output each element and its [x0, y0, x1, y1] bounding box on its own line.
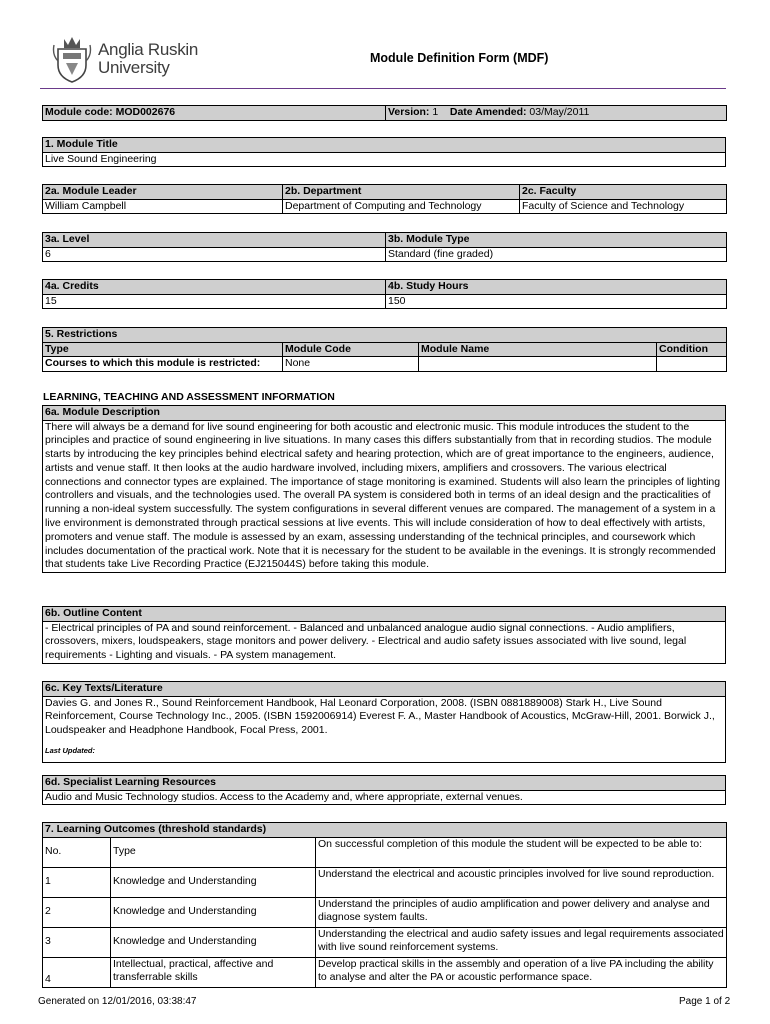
outcome-type: Intellectual, practical, affective and transferrable skills: [111, 957, 316, 987]
resources-table: [42, 775, 726, 805]
key-texts-table: [42, 681, 726, 763]
level-value: 6: [43, 247, 386, 262]
study-hours-label: 4b. Study Hours: [386, 280, 727, 295]
last-updated: Last Updated:: [45, 745, 96, 755]
outcome-no: 4: [43, 957, 111, 987]
restrictions-row-empty-2: [657, 357, 727, 372]
outcomes-col-no: No.: [43, 837, 111, 867]
restrictions-col-name: Module Name: [419, 342, 657, 357]
outcome-no: 3: [43, 927, 111, 957]
restrictions-col-type: Type: [43, 342, 283, 357]
faculty-value: Faculty of Science and Technology: [520, 199, 727, 214]
generated-timestamp: Generated on 12/01/2016, 03:38:47: [38, 996, 197, 1007]
lta-heading: LEARNING, TEACHING AND ASSESSMENT INFORMATION: [43, 391, 335, 403]
key-texts-cell: [43, 696, 726, 762]
outcome-no: 1: [43, 867, 111, 897]
form-title: Module Definition Form (MDF): [370, 51, 549, 65]
table-row: [43, 957, 727, 987]
key-texts-label: 6c. Key Texts/Literature: [43, 682, 726, 697]
restrictions-col-code: Module Code: [283, 342, 419, 357]
outline-label: 6b. Outline Content: [43, 607, 726, 622]
logo-text: [98, 41, 198, 77]
credits-label: 4a. Credits: [43, 280, 386, 295]
outcome-desc: Develop practical skills in the assembly and operation of a live PA including the ability to analyse and alter the PA or acoustic performance space.: [316, 957, 727, 987]
table-row: [43, 897, 727, 927]
credits-value: 15: [43, 294, 386, 309]
outline-text: - Electrical principles of PA and sound reinforcement. - Balanced and unbalanced analogue audio signal connections. - Audio amplifiers, crossovers, mixers, loudspeakers, stage monitors and power delivery. - Electrical and audio safety issues associated with live sound, legal requirements - Lighting and visuals. - PA system management.: [43, 621, 726, 663]
version-date: Version: 1 Date Amended: 03/May/2011: [386, 106, 727, 121]
module-type-label: 3b. Module Type: [386, 233, 727, 248]
outcome-type: Knowledge and Understanding: [111, 897, 316, 927]
faculty-label: 2c. Faculty: [520, 185, 727, 200]
resources-text: Audio and Music Technology studios. Access to the Academy and, where appropriate, external venues.: [43, 790, 726, 805]
outcome-desc: Understand the electrical and acoustic principles involved for live sound reproduction.: [316, 867, 727, 897]
description-table: [42, 405, 726, 573]
study-hours-value: 150: [386, 294, 727, 309]
restrictions-table: [42, 327, 727, 372]
module-title-value: Live Sound Engineering: [43, 152, 726, 167]
credits-table: [42, 279, 727, 309]
restrictions-col-condition: Condition: [657, 342, 727, 357]
department-value: Department of Computing and Technology: [283, 199, 520, 214]
module-code: Module code: MOD002676: [43, 106, 386, 121]
outline-table: [42, 606, 726, 664]
module-title-table: [42, 137, 726, 167]
restrictions-row-value: None: [283, 357, 419, 372]
leader-label: 2a. Module Leader: [43, 185, 283, 200]
logo-line1: Anglia Ruskin: [98, 40, 199, 59]
department-label: 2b. Department: [283, 185, 520, 200]
level-table: [42, 232, 727, 262]
key-texts-text: Davies G. and Jones R., Sound Reinforcement Handbook, Hal Leonard Corporation, 2008. (ISBN 0881889008) Stark H., Live Sound Reinforcement, Course Technology Inc., 2005. (ISBN 1592006914) Everest F. A., Master Handbook of Acoustics, McGraw-Hill, 2001. Borwick J., Loudspeaker and Headphone Handbook, Focal Press, 2001.: [45, 696, 715, 737]
leader-table: [42, 184, 727, 214]
resources-label: 6d. Specialist Learning Resources: [43, 776, 726, 791]
outcome-desc: Understand the principles of audio amplification and power delivery and analyse and diagnose system faults.: [316, 897, 727, 927]
level-label: 3a. Level: [43, 233, 386, 248]
table-row: [43, 927, 727, 957]
module-title-label: 1. Module Title: [43, 138, 726, 153]
description-text: There will always be a demand for live sound engineering for both acoustic and electronic music. This module introduces the student to the principles and practice of sound engineering in live situations. In many cases this differs substantially from that in recording studios. The module starts by introducing the key principles behind electrical safety and hearing protection, which are of great importance to the engineers, audience, artists and venue staff. It then looks at the audio hardware involved, including mixers, amplifiers and crossovers. The various electrical connections and connector types are explained. The importance of stage monitoring is examined. Students will also learn the principles of lighting controllers and visuals, and the technologies used. The overall PA system is considered both in terms of an ideal design and the practicalities of running a non-ideal system successfully. The system configurations in several different venues are compared. The management of a system in a live environment is demonstrated through practical sessions at live events. This will include consideration of how to deal effectively with artists, promoters and venue staff. The module is assessed by an exam, assessing understanding of the technical principles, and coursework which includes documentation of the practical work. Note that it is necessary for the student to be available in the evenings. It is strongly recommended that students take Live Recording Practice (EJ215044S) before taking this module.: [43, 420, 726, 573]
outcomes-label: 7. Learning Outcomes (threshold standards): [43, 823, 727, 838]
crest-icon: [52, 35, 92, 83]
table-row: [43, 867, 727, 897]
outcomes-col-desc: On successful completion of this module the student will be expected to be able to:: [316, 837, 727, 867]
module-info-table: [42, 105, 727, 121]
restrictions-label: 5. Restrictions: [43, 328, 727, 343]
module-type-value: Standard (fine graded): [386, 247, 727, 262]
outcome-type: Knowledge and Understanding: [111, 867, 316, 897]
outcome-desc: Understanding the electrical and audio safety issues and legal requirements associated with live sound reinforcement systems.: [316, 927, 727, 957]
logo-line2: University: [98, 58, 170, 77]
description-label: 6a. Module Description: [43, 406, 726, 421]
outcome-no: 2: [43, 897, 111, 927]
leader-value: William Campbell: [43, 199, 283, 214]
restrictions-row-label: Courses to which this module is restricted:: [43, 357, 283, 372]
restrictions-row-empty: [419, 357, 657, 372]
university-logo: [52, 35, 212, 85]
page-number: Page 1 of 2: [679, 996, 731, 1007]
outcomes-table: [42, 822, 727, 988]
header-divider: [40, 88, 726, 89]
outcome-type: Knowledge and Understanding: [111, 927, 316, 957]
outcomes-col-type: Type: [111, 837, 316, 867]
